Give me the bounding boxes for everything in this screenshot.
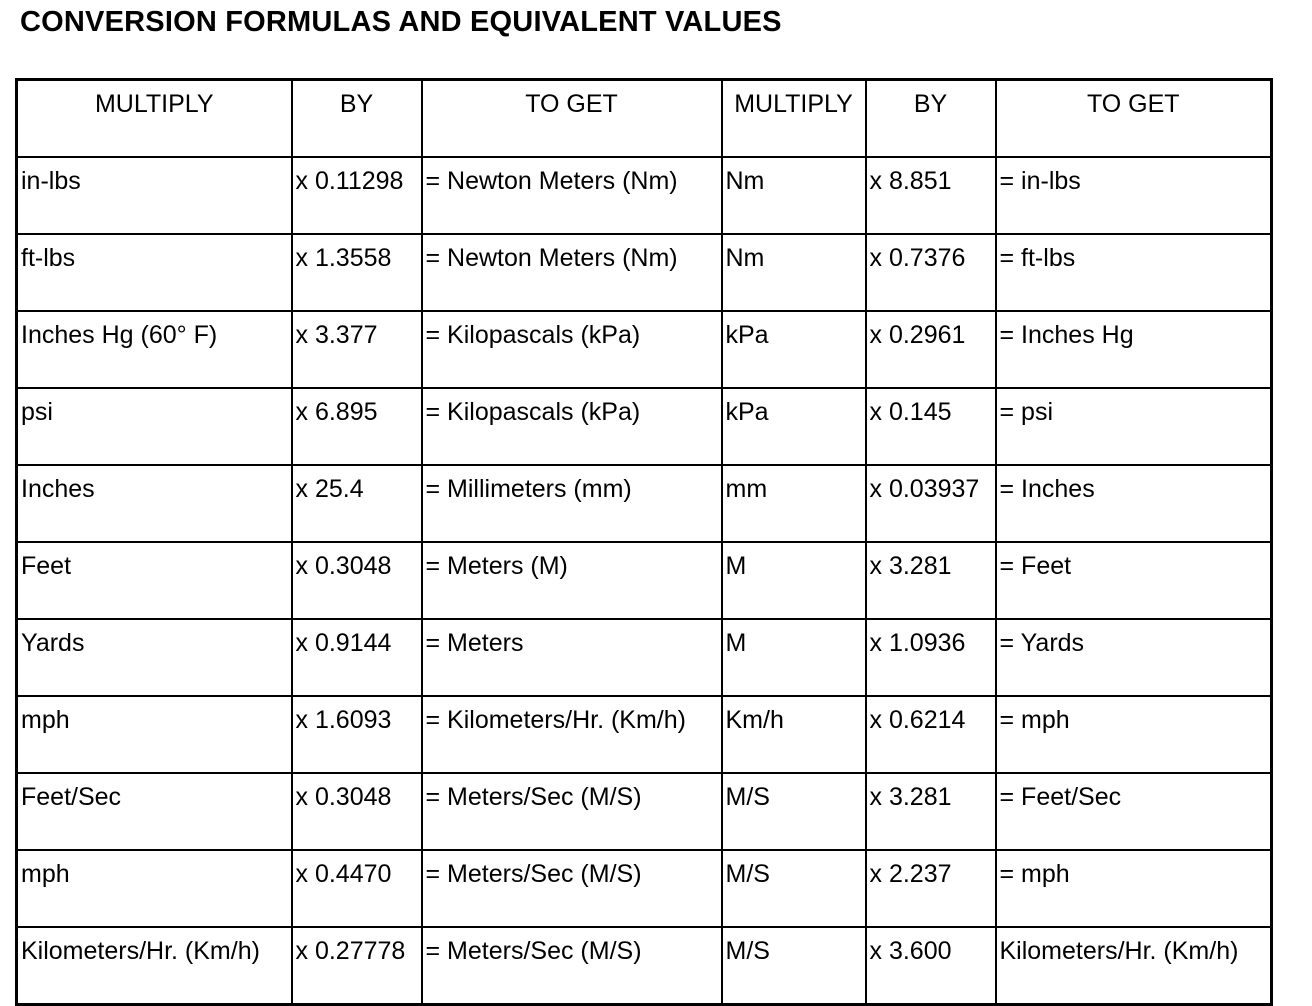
cell-by-reverse: x 8.851	[866, 157, 996, 234]
cell-to-get: = Newton Meters (Nm)	[422, 234, 722, 311]
cell-multiply-reverse: kPa	[722, 388, 866, 465]
cell-to-get: = Meters (M)	[422, 542, 722, 619]
cell-multiply-reverse: M	[722, 619, 866, 696]
cell-multiply-reverse: M/S	[722, 773, 866, 850]
cell-to-get: = Meters	[422, 619, 722, 696]
cell-by: x 25.4	[292, 465, 422, 542]
cell-to-get: = Meters/Sec (M/S)	[422, 773, 722, 850]
cell-multiply: psi	[17, 388, 292, 465]
cell-by-reverse: x 3.600	[866, 927, 996, 1005]
cell-multiply: Yards	[17, 619, 292, 696]
cell-to-get: = Kilometers/Hr. (Km/h)	[422, 696, 722, 773]
table-row	[17, 619, 1272, 696]
cell-multiply: Inches Hg (60° F)	[17, 311, 292, 388]
cell-by: x 0.27778	[292, 927, 422, 1005]
cell-to-get: = Millimeters (mm)	[422, 465, 722, 542]
cell-multiply-reverse: M	[722, 542, 866, 619]
cell-multiply-reverse: M/S	[722, 927, 866, 1005]
header-to-get: TO GET	[422, 80, 722, 158]
cell-multiply-reverse: M/S	[722, 850, 866, 927]
cell-by: x 3.377	[292, 311, 422, 388]
table-row	[17, 388, 1272, 465]
table-row	[17, 311, 1272, 388]
cell-to-get: = Meters/Sec (M/S)	[422, 927, 722, 1005]
cell-by: x 0.3048	[292, 773, 422, 850]
cell-by-reverse: x 0.03937	[866, 465, 996, 542]
cell-multiply-reverse: Nm	[722, 234, 866, 311]
cell-by: x 0.11298	[292, 157, 422, 234]
cell-by-reverse: x 0.7376	[866, 234, 996, 311]
table-row	[17, 542, 1272, 619]
header-to-get-reverse: TO GET	[996, 80, 1272, 158]
cell-by: x 1.6093	[292, 696, 422, 773]
cell-by-reverse: x 1.0936	[866, 619, 996, 696]
cell-by-reverse: x 0.6214	[866, 696, 996, 773]
conversion-table	[15, 78, 1273, 1006]
cell-to-get: = Kilopascals (kPa)	[422, 311, 722, 388]
cell-multiply: ft-lbs	[17, 234, 292, 311]
table-header-row	[17, 80, 1272, 158]
cell-to-get: = Meters/Sec (M/S)	[422, 850, 722, 927]
cell-multiply: in-lbs	[17, 157, 292, 234]
cell-to-get-reverse: = Feet	[996, 542, 1272, 619]
cell-multiply: Feet	[17, 542, 292, 619]
table-row	[17, 773, 1272, 850]
table-row	[17, 234, 1272, 311]
table-row	[17, 850, 1272, 927]
cell-to-get-reverse: = ft-lbs	[996, 234, 1272, 311]
cell-multiply: mph	[17, 850, 292, 927]
table-body	[17, 157, 1272, 1005]
cell-to-get: = Kilopascals (kPa)	[422, 388, 722, 465]
header-by: BY	[292, 80, 422, 158]
cell-multiply: Kilometers/Hr. (Km/h)	[17, 927, 292, 1005]
cell-multiply-reverse: Nm	[722, 157, 866, 234]
cell-by-reverse: x 0.2961	[866, 311, 996, 388]
cell-by-reverse: x 2.237	[866, 850, 996, 927]
cell-to-get-reverse: = Feet/Sec	[996, 773, 1272, 850]
cell-by: x 0.4470	[292, 850, 422, 927]
cell-by: x 6.895	[292, 388, 422, 465]
cell-by: x 0.3048	[292, 542, 422, 619]
cell-by-reverse: x 0.145	[866, 388, 996, 465]
cell-multiply: Inches	[17, 465, 292, 542]
cell-to-get-reverse: = Yards	[996, 619, 1272, 696]
cell-multiply-reverse: kPa	[722, 311, 866, 388]
cell-multiply-reverse: mm	[722, 465, 866, 542]
cell-by-reverse: x 3.281	[866, 542, 996, 619]
header-by-reverse: BY	[866, 80, 996, 158]
cell-to-get-reverse: = psi	[996, 388, 1272, 465]
cell-to-get-reverse: = Inches	[996, 465, 1272, 542]
cell-to-get-reverse: = in-lbs	[996, 157, 1272, 234]
cell-to-get: = Newton Meters (Nm)	[422, 157, 722, 234]
cell-multiply: Feet/Sec	[17, 773, 292, 850]
table-row	[17, 696, 1272, 773]
table-row	[17, 157, 1272, 234]
table-row	[17, 465, 1272, 542]
cell-by: x 0.9144	[292, 619, 422, 696]
cell-to-get-reverse: = mph	[996, 850, 1272, 927]
cell-by: x 1.3558	[292, 234, 422, 311]
table-row	[17, 927, 1272, 1005]
header-multiply: MULTIPLY	[17, 80, 292, 158]
cell-multiply: mph	[17, 696, 292, 773]
cell-by-reverse: x 3.281	[866, 773, 996, 850]
cell-to-get-reverse: Kilometers/Hr. (Km/h)	[996, 927, 1272, 1005]
cell-multiply-reverse: Km/h	[722, 696, 866, 773]
cell-to-get-reverse: = Inches Hg	[996, 311, 1272, 388]
header-multiply-reverse: MULTIPLY	[722, 80, 866, 158]
page-title: CONVERSION FORMULAS AND EQUIVALENT VALUES	[20, 6, 782, 38]
cell-to-get-reverse: = mph	[996, 696, 1272, 773]
